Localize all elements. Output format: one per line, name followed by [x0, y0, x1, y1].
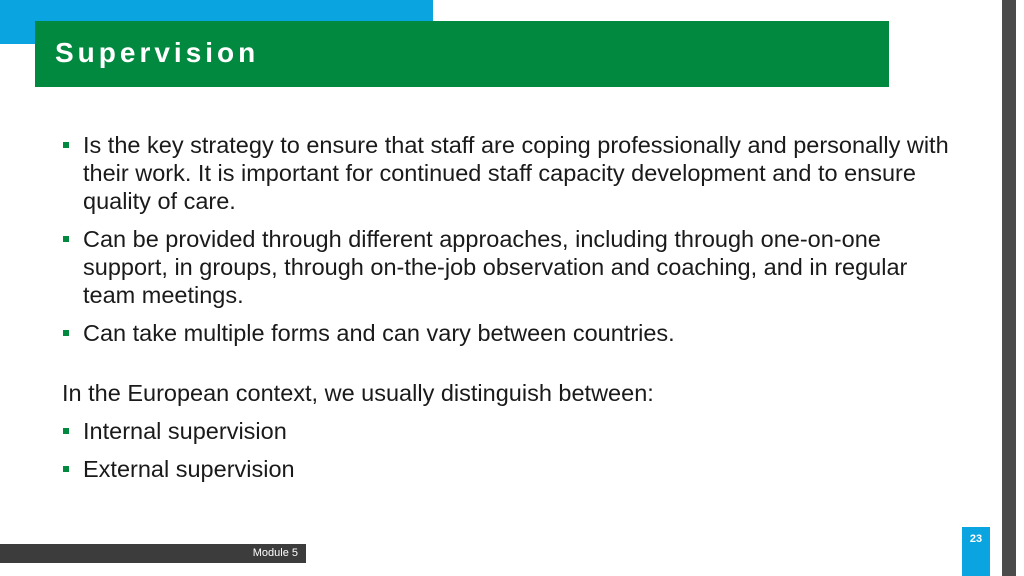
module-label: Module 5	[252, 547, 298, 559]
bullet-text: Is the key strategy to ensure that staff are coping professionally and personally with their work. It is important for continued staff capacity development and to ensure quality of care.	[83, 132, 949, 214]
square-bullet-icon	[63, 466, 69, 472]
slide-title: Supervision	[55, 37, 260, 68]
list-item	[62, 455, 952, 483]
square-bullet-icon	[63, 330, 69, 336]
right-edge-bar	[1002, 0, 1016, 576]
bullet-text: Can take multiple forms and can vary between countries.	[83, 320, 675, 346]
bullet-list	[62, 131, 952, 347]
title-banner	[35, 21, 889, 87]
page-number-badge	[962, 527, 990, 576]
bullet-text: Internal supervision	[83, 418, 287, 444]
square-bullet-icon	[63, 428, 69, 434]
supervision-types-list	[62, 417, 952, 483]
bullet-text: Can be provided through different approaches, including through one-on-one support, in groups, through on-the-job observation and coaching, and in regular team meetings.	[83, 226, 908, 308]
page-number: 23	[969, 533, 983, 545]
list-item	[62, 417, 952, 445]
slide-content	[62, 131, 952, 493]
list-item	[62, 131, 952, 215]
footer-bar	[0, 544, 306, 563]
bullet-text: External supervision	[83, 456, 295, 482]
square-bullet-icon	[63, 142, 69, 148]
list-item	[62, 319, 952, 347]
intro-paragraph: In the European context, we usually distinguish between:	[62, 380, 654, 406]
list-item	[62, 225, 952, 309]
square-bullet-icon	[63, 236, 69, 242]
